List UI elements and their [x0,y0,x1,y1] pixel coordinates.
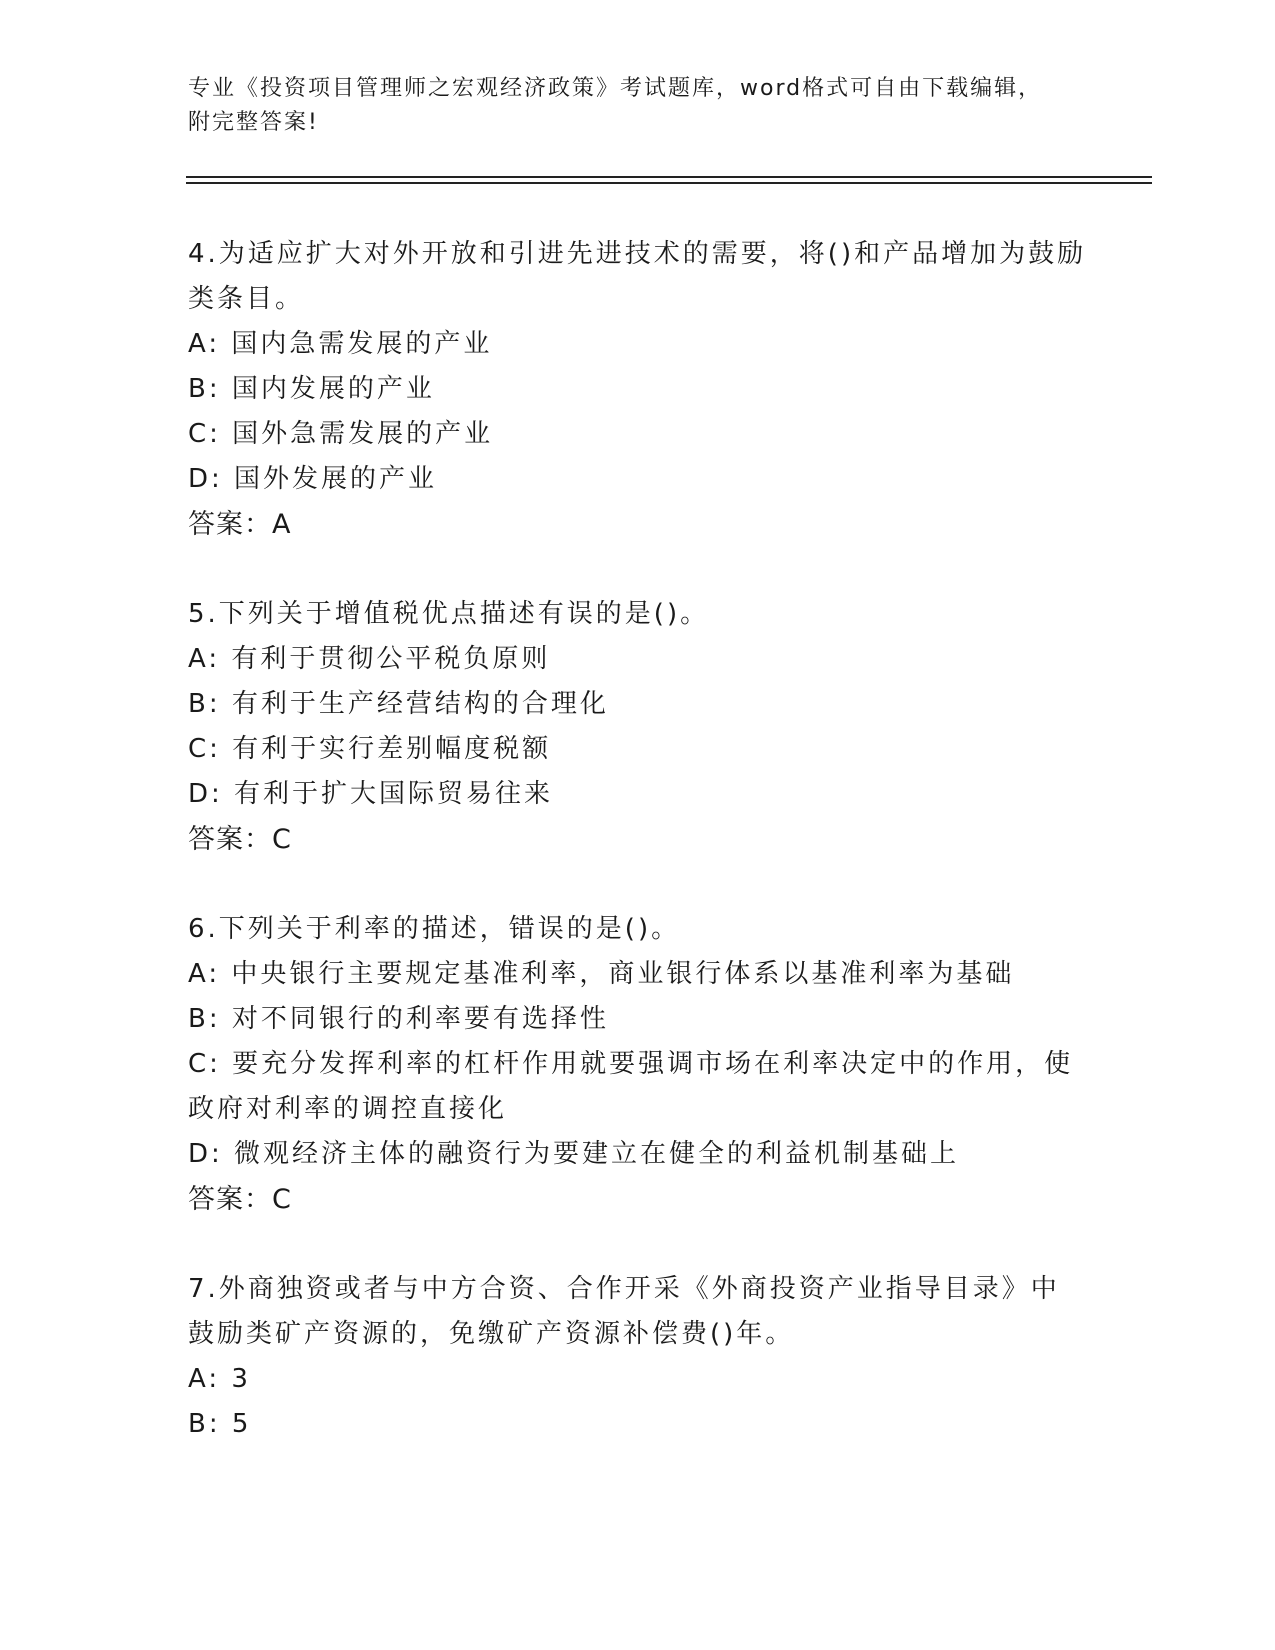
answer: 答案：C [188,1184,292,1215]
option-c: C: 国外急需发展的产业 [188,419,494,449]
question-stem: 6.下列关于利率的描述，错误的是()。 [188,914,681,944]
intro-line-1: 专业《投资项目管理师之宏观经济政策》考试题库，word格式可自由下载编辑， [188,76,1043,101]
question-stem: 7.外商独资或者与中方合资、合作开采《外商投资产业指导目录》中鼓励类矿产资源的，免缴矿产资源补偿费()年。 [188,1274,1060,1349]
option-a: A: 有利于贯彻公平税负原则 [188,644,551,674]
option-b: B: 国内发展的产业 [188,374,435,404]
question-stem: 4.为适应扩大对外开放和引进先进技术的需要，将()和产品增加为鼓励类条目。 [188,239,1087,314]
question-4 [188,232,1088,547]
option-d: D: 国外发展的产业 [188,464,438,494]
intro-line-2: 附完整答案! [188,110,319,135]
question-7 [188,1267,1088,1447]
header-divider-bottom [186,182,1152,184]
answer: 答案：A [188,509,292,540]
option-b: B: 对不同银行的利率要有选择性 [188,1004,609,1034]
option-a: A: 3 [188,1364,251,1394]
option-a: A: 中央银行主要规定基准利率，商业银行体系以基准利率为基础 [188,959,1015,989]
option-b: B: 5 [188,1409,252,1439]
option-c: C: 有利于实行差别幅度税额 [188,734,552,764]
question-5 [188,592,1088,862]
option-d: D: 有利于扩大国际贸易往来 [188,779,554,809]
document-header [188,72,1068,140]
question-6 [188,907,1088,1222]
header-divider-top [186,176,1152,178]
answer: 答案：C [188,824,292,855]
option-d: D: 微观经济主体的融资行为要建立在健全的利益机制基础上 [188,1139,960,1169]
question-list [188,232,1088,1492]
option-c: C: 要充分发挥利率的杠杆作用就要强调市场在利率决定中的作用，使政府对利率的调控直接化 [188,1049,1074,1124]
question-stem: 5.下列关于增值税优点描述有误的是()。 [188,599,710,629]
option-b: B: 有利于生产经营结构的合理化 [188,689,609,719]
option-a: A: 国内急需发展的产业 [188,329,493,359]
